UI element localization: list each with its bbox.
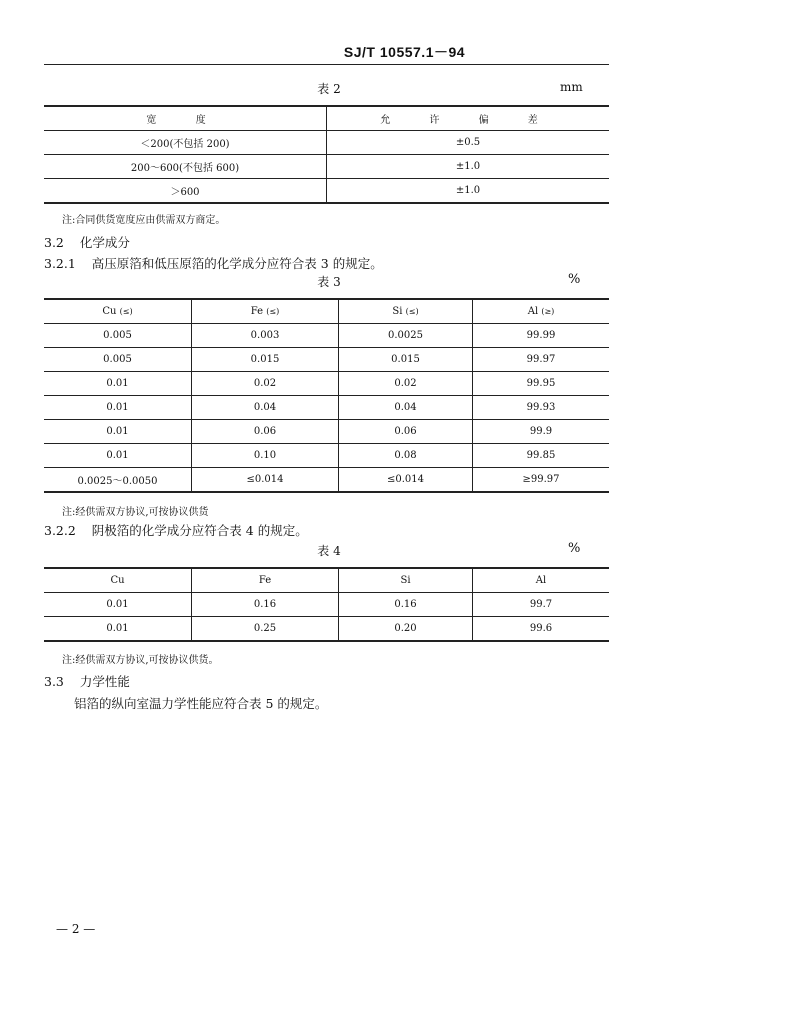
qualifier: (≥) [541,307,555,316]
table4-header-fe: Fe [192,568,339,593]
table3 [44,298,609,493]
table2-note: 注:合同供货宽度应由供需双方商定。 [62,215,226,226]
table3-cell: 0.015 [192,348,339,372]
section-3-3-heading [44,672,130,690]
table3-cell: 0.06 [339,420,473,444]
section-3-2-2-paragraph [44,521,308,539]
qualifier: (≤) [405,307,419,316]
table-row [44,420,609,444]
table3-unit: % [568,272,581,287]
section-text: 阴极箔的化学成分应符合表 4 的规定。 [91,523,308,538]
table3-cell: 0.01 [44,444,192,468]
section-text: 高压原箔和低压原箔的化学成分应符合表 3 的规定。 [91,256,383,271]
table4-cell: 99.6 [473,617,610,642]
table3-cell: 0.003 [192,324,339,348]
table3-cell: 0.0025～0.0050 [44,468,192,493]
section-title: 化学成分 [79,235,130,250]
table3-header-si [339,299,473,324]
table3-cell: 0.04 [339,396,473,420]
table3-cell: 0.01 [44,396,192,420]
table4-cell: 0.16 [339,593,473,617]
table3-cell: ≤0.014 [192,468,339,493]
table3-cell: 99.85 [473,444,610,468]
table4-cell: 0.25 [192,617,339,642]
table4-cell: 0.20 [339,617,473,642]
table-row [44,468,609,493]
table3-cell: 0.02 [192,372,339,396]
qualifier: (≤) [119,307,133,316]
table-row [44,617,609,642]
section-number: 3.2.2 [44,523,76,538]
table4-note: 注:经供需双方协议,可按协议供货。 [62,655,219,666]
table3-caption: 表 3 [317,275,341,289]
table-row [44,372,609,396]
document-code-header: SJ/T 10557.1－94 [343,44,466,60]
table3-note: 注:经供需双方协议,可按协议供货 [62,507,209,518]
table4-header-al: Al [473,568,610,593]
table2-cell: ＜200(不包括 200) [44,131,327,155]
table3-cell: 0.0025 [339,324,473,348]
section-number: 3.2.1 [44,256,76,271]
table4-header-row [44,568,609,593]
table4 [44,567,609,642]
section-number: 3.2 [44,235,64,250]
page-number: — 2 — [56,922,96,936]
table3-cell: 99.97 [473,348,610,372]
table2 [44,105,609,204]
table3-cell: 0.01 [44,420,192,444]
table-row [44,324,609,348]
table-row [44,593,609,617]
element-symbol: Cu [102,306,117,317]
table-row [44,131,609,155]
table3-cell: 0.02 [339,372,473,396]
section-3-3-paragraph: 铝箔的纵向室温力学性能应符合表 5 的规定。 [74,696,328,711]
table3-cell: 0.08 [339,444,473,468]
element-symbol: Si [392,306,403,317]
table-row [44,155,609,179]
table2-unit: mm [560,80,583,94]
table2-cell: ±1.0 [327,179,610,204]
section-3-2-heading [44,233,130,251]
table4-cell: 0.01 [44,617,192,642]
table3-cell: 0.10 [192,444,339,468]
table-row [44,348,609,372]
table3-header-row [44,299,609,324]
section-number: 3.3 [44,674,64,689]
header-rule [44,64,609,65]
table3-header-fe [192,299,339,324]
section-title: 力学性能 [79,674,130,689]
table2-caption: 表 2 [317,82,341,96]
table-row [44,444,609,468]
table3-cell: 0.01 [44,372,192,396]
table3-cell: 0.06 [192,420,339,444]
table4-header-cu: Cu [44,568,192,593]
table4-unit: % [568,541,581,556]
table3-cell: ≥99.97 [473,468,610,493]
table4-header-si: Si [339,568,473,593]
section-3-2-1-paragraph [44,254,383,272]
table2-cell: 200～600(不包括 600) [44,155,327,179]
table4-cell: 99.7 [473,593,610,617]
table-row [44,179,609,204]
table3-cell: 0.005 [44,324,192,348]
element-symbol: Fe [250,306,264,317]
table2-cell: ±1.0 [327,155,610,179]
table3-cell: 0.015 [339,348,473,372]
table2-cell: ±0.5 [327,131,610,155]
table3-cell: 0.04 [192,396,339,420]
table3-header-cu [44,299,192,324]
table2-header-row [44,106,609,131]
table2-cell: ＞600 [44,179,327,204]
table4-cell: 0.01 [44,593,192,617]
table3-cell: 99.93 [473,396,610,420]
table3-cell: 0.005 [44,348,192,372]
table2-header-width: 宽 度 [44,106,327,131]
table3-cell: 99.95 [473,372,610,396]
element-symbol: Al [527,306,539,317]
table3-header-al [473,299,610,324]
table3-cell: 99.9 [473,420,610,444]
qualifier: (≤) [266,307,280,316]
table-row [44,396,609,420]
table4-cell: 0.16 [192,593,339,617]
table4-caption: 表 4 [317,544,341,558]
table3-cell: ≤0.014 [339,468,473,493]
table2-header-tolerance: 允 许 偏 差 [327,106,610,131]
table3-cell: 99.99 [473,324,610,348]
